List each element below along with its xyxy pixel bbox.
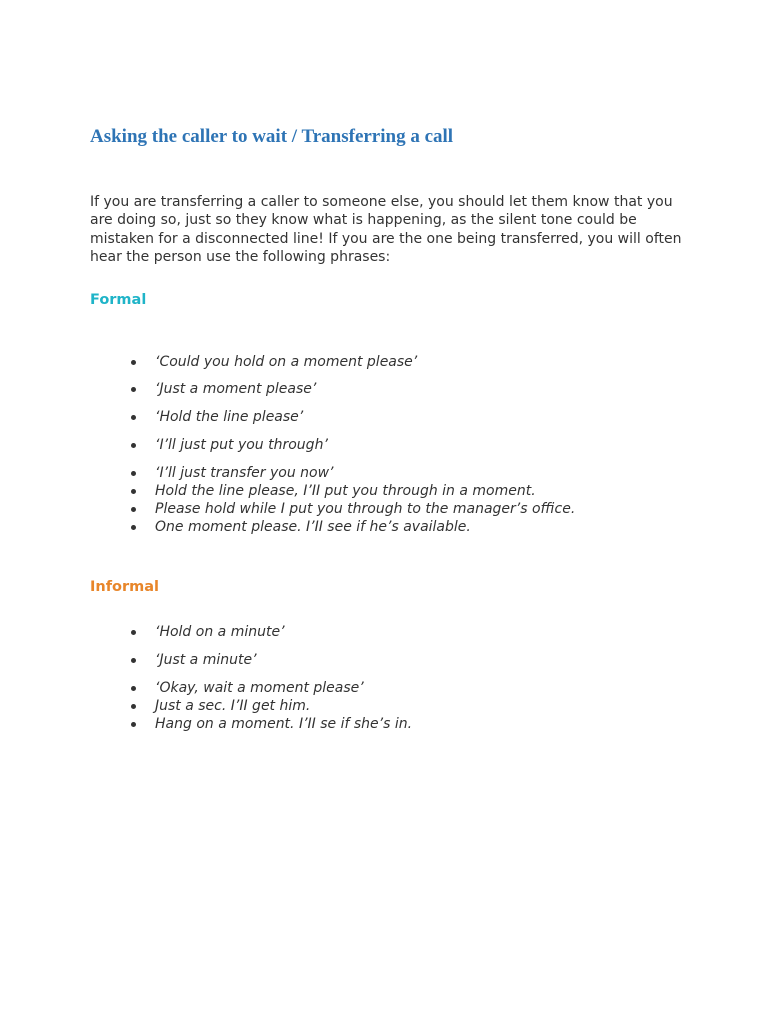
phrase-text: Hold the line please, I’II put you through in a moment. (155, 483, 536, 499)
phrase-text: ‘I’ll just put you through’ (155, 437, 328, 453)
list-item (0, 379, 768, 399)
list-item (0, 714, 768, 734)
list-item (0, 678, 768, 698)
list-item (0, 352, 768, 372)
bullet-icon (131, 415, 136, 420)
list-item (0, 481, 768, 501)
list-item (0, 517, 768, 537)
bullet-icon (131, 507, 136, 512)
bullet-icon (131, 443, 136, 448)
bullet-icon (131, 489, 136, 494)
phrase-text: Please hold while I put you through to the manager’s office. (155, 501, 576, 517)
phrase-text: ‘I’ll just transfer you now’ (155, 465, 334, 481)
bullet-icon (131, 722, 136, 727)
phrase-text: One moment please. I’II see if he’s available. (155, 519, 471, 535)
bullet-icon (131, 630, 136, 635)
bullet-icon (131, 704, 136, 709)
phrase-text: ‘Just a minute’ (155, 652, 257, 668)
page-title: Asking the caller to wait / Transferring a call (90, 126, 454, 147)
phrase-text: ‘Okay, wait a moment please’ (155, 680, 364, 696)
informal-heading: Informal (90, 579, 160, 595)
phrase-text: ‘Just a moment please’ (155, 381, 317, 397)
list-item (0, 696, 768, 716)
phrase-text: Just a sec. I’II get him. (155, 698, 311, 714)
bullet-icon (131, 525, 136, 530)
bullet-icon (131, 658, 136, 663)
bullet-icon (131, 686, 136, 691)
phrase-text: Hang on a moment. I’II se if she’s in. (155, 716, 413, 732)
bullet-icon (131, 387, 136, 392)
list-item (0, 407, 768, 427)
list-item (0, 499, 768, 519)
formal-heading: Formal (90, 292, 147, 308)
list-item (0, 463, 768, 483)
list-item (0, 435, 768, 455)
list-item (0, 650, 768, 670)
phrase-text: ‘Hold the line please’ (155, 409, 304, 425)
intro-paragraph: If you are transferring a caller to someone else, you should let them know that you are doing so, just so they know what is happening, as the silent tone could be mistaken for a disconnected line! If you are the one being transferred, you will often hear the person use the following phrases: (90, 194, 682, 266)
list-item (0, 622, 768, 642)
bullet-icon (131, 471, 136, 476)
phrase-text: ‘Could you hold on a moment please’ (155, 354, 418, 370)
phrase-text: ‘Hold on a minute’ (155, 624, 285, 640)
bullet-icon (131, 360, 136, 365)
